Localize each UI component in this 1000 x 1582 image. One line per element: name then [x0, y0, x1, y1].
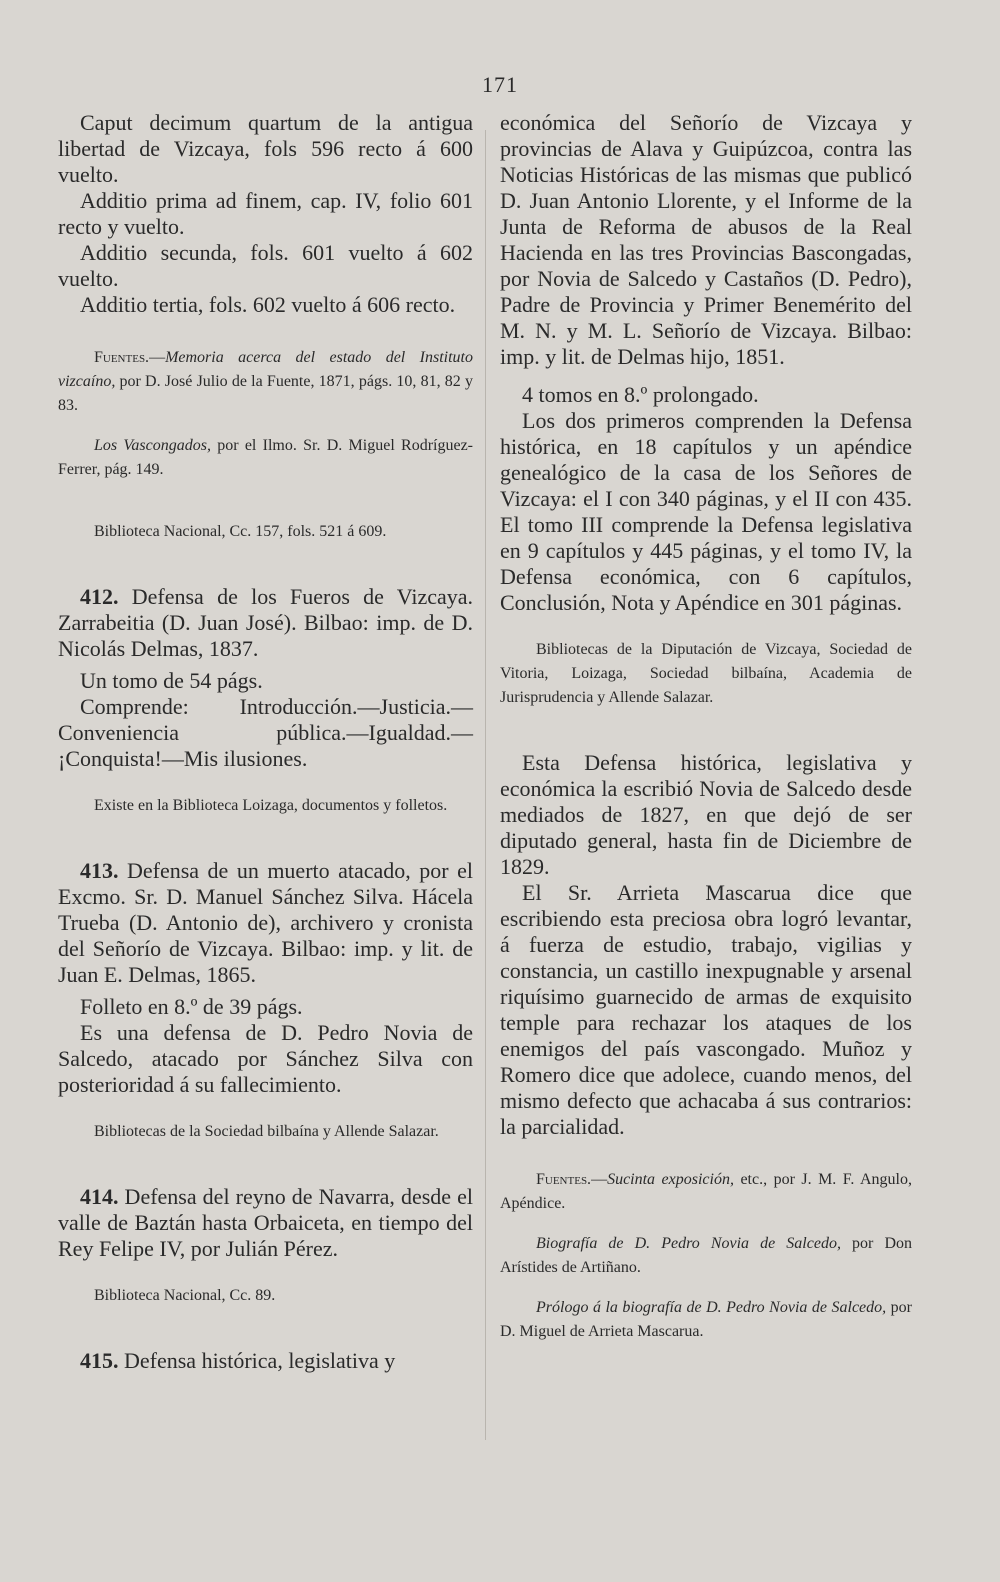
entry-412	[58, 584, 473, 662]
entry-description: Comprende: Introducción.—Justicia.—Conveniencia pública.—Igualdad.—¡Conquista!—Mis ilusiones.	[58, 694, 473, 771]
caput-line: Additio prima ad finem, cap. IV, folio 601 recto y vuelto.	[58, 188, 473, 239]
entry-description: Folleto en 8.º de 39 págs.	[80, 994, 303, 1019]
entry-415-continuation: económica del Señorío de Vizcaya y provincias de Alava y Guipúzcoa, contra las Noticias Históricas de las mismas que publicó D. Juan Antonio Llorente, y el Informe de la Junta de Reforma de abusos de la Real Hacienda en las tres Provincias Bascongadas, por Novia de Salcedo y Castaños (D. Pedro), Padre de Provincia y Primer Benemérito del M. N. y M. L. Señorío de Vizcaya. Bilbao: imp. y lit. de Delmas hijo, 1851.	[500, 110, 912, 369]
caput-line: Additio tertia, fols. 602 vuelto á 606 recto.	[80, 292, 456, 317]
source-detail: por Don Arístides de Artiñano.	[500, 1235, 912, 1276]
library-note: Bibliotecas de la Sociedad bilbaína y Allende Salazar.	[94, 1123, 439, 1140]
right-column	[500, 110, 912, 1360]
source-title: Biografía de D. Pedro Novia de Salcedo,	[536, 1235, 841, 1252]
source-item	[500, 1296, 912, 1344]
library-note: Existe en la Biblioteca Loizaga, documentos y folletos.	[94, 797, 448, 814]
library-note: Biblioteca Nacional, Cc. 157, fols. 521 á 609.	[94, 523, 387, 540]
library-note: Bibliotecas de la Diputación de Vizcaya, Sociedad de Vitoria, Loizaga, Sociedad bilbaína, Academia de Jurisprudencia y Allende Salazar.	[500, 641, 912, 706]
column-divider	[485, 130, 486, 1440]
entry-number: 412.	[80, 584, 119, 609]
source-title: Prólogo á la biografía de D. Pedro Novia de Salcedo,	[536, 1299, 887, 1316]
source-detail: por el Ilmo. Sr. D. Miguel Rodríguez-Ferrer, pág. 149.	[58, 437, 473, 478]
source-item	[500, 1232, 912, 1280]
source-title: Sucinta exposición,	[607, 1171, 734, 1188]
sources-block: Fuentes.—Sucinta exposición, etc., por J. M. F. Angulo, Apéndice.	[500, 1171, 912, 1212]
entry-413	[58, 858, 473, 988]
entry-description: Es una defensa de D. Pedro Novia de Salcedo, atacado por Sánchez Silva con posterioridad á su fallecimiento.	[58, 1020, 473, 1097]
source-detail: etc., por J. M. F. Angulo, Apéndice.	[500, 1171, 912, 1212]
entry-number: 413.	[80, 858, 119, 883]
sources-label: Fuentes.	[536, 1171, 592, 1188]
entry-description: 4 tomos en 8.º prolongado.	[522, 382, 759, 407]
entry-415	[58, 1348, 473, 1374]
sources-block: Fuentes.—Memoria acerca del estado del Instituto vizcaíno, por D. José Julio de la Fuente, 1871, págs. 10, 81, 82 y 83.	[58, 349, 473, 414]
source-item	[58, 434, 473, 482]
entry-number: 415.	[80, 1348, 119, 1373]
entry-description: Los dos primeros comprenden la Defensa histórica, en 18 capítulos y un apéndice genealógico de la casa de los Señores de Vizcaya: el I con 340 páginas, y el II con 435. El tomo III comprende la Defensa legislativa en 9 capítulos y 445 páginas, y el tomo IV, la Defensa económica, con 6 capítulos, Conclusión, Nota y Apéndice en 301 páginas.	[500, 408, 912, 615]
entry-text: Defensa del reyno de Navarra, desde el valle de Baztán hasta Orbaiceta, en tiempo del Rey Felipe IV, por Julián Pérez.	[58, 1184, 473, 1261]
left-column	[58, 110, 473, 1374]
entry-text: Defensa histórica, legislativa y	[118, 1348, 396, 1373]
entry-text: Defensa de un muerto atacado, por el Excmo. Sr. D. Manuel Sánchez Silva. Hácela Trueba (D. Antonio de), archivero y cronista del Señorío de Vizcaya. Bilbao: imp. y lit. de Juan E. Delmas, 1865.	[58, 858, 473, 987]
commentary-paragraph: Esta Defensa histórica, legislativa y económica la escribió Novia de Salcedo desde mediados de 1827, en que dejó de ser diputado general, hasta fin de Diciembre de 1829.	[500, 750, 912, 879]
entry-description: Un tomo de 54 págs.	[80, 668, 263, 693]
source-title: Memoria acerca del estado del Instituto vizcaíno,	[58, 349, 473, 390]
commentary-paragraph: El Sr. Arrieta Mascarua dice que escribiendo esta preciosa obra logró levantar, á fuerza de estudio, trabajo, vigilias y constancia, un castillo inexpugnable y arsenal riquísimo guarnecido de armas de exquisito temple para rechazar los ataques de los enemigos del país vascongado. Muñoz y Romero dice que adolece, cuando menos, del mismo defecto que achacaba á sus contrarios: la parcialidad.	[500, 880, 912, 1139]
caput-line: Caput decimum quartum de la antigua libertad de Vizcaya, fols 596 recto á 600 vuelto.	[58, 110, 473, 187]
page-number: 171	[482, 72, 518, 97]
library-note: Biblioteca Nacional, Cc. 89.	[94, 1287, 276, 1304]
entry-number: 414.	[80, 1184, 119, 1209]
source-detail: por D. José Julio de la Fuente, 1871, págs. 10, 81, 82 y 83.	[58, 373, 473, 414]
source-detail: por D. Miguel de Arrieta Mascarua.	[500, 1299, 912, 1340]
entry-414	[58, 1184, 473, 1262]
source-title: Los Vascongados,	[94, 437, 211, 454]
sources-label: Fuentes.	[94, 349, 150, 366]
caput-line: Additio secunda, fols. 601 vuelto á 602 vuelto.	[58, 240, 473, 291]
entry-text: Defensa de los Fueros de Vizcaya. Zarrabeitia (D. Juan José). Bilbao: imp. de D. Nicolás Delmas, 1837.	[58, 584, 473, 661]
